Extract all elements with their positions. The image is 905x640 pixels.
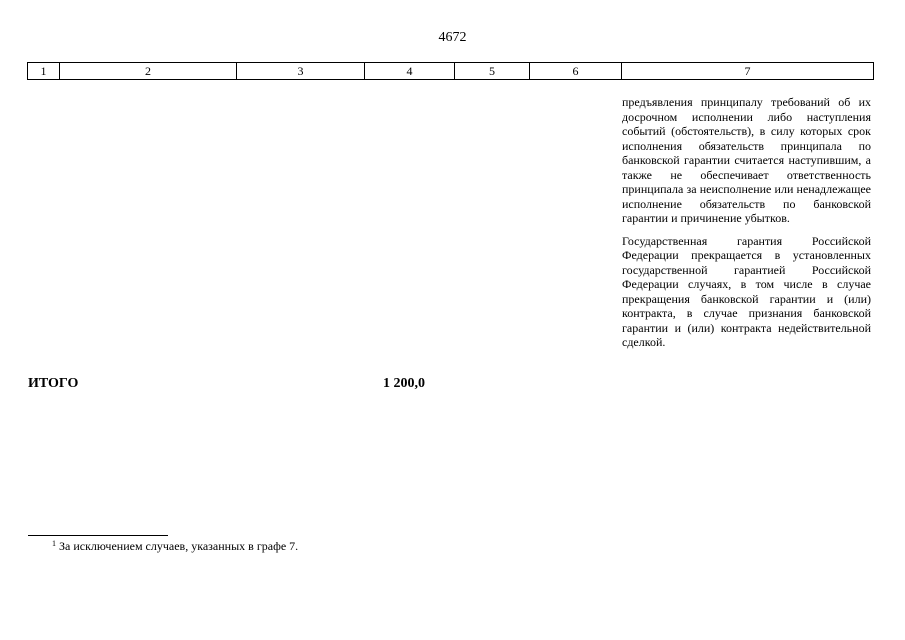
total-label: ИТОГО [28,376,79,391]
conditions-paragraph: предъявления принципалу требований об их досрочном исполнении либо наступления событий (обстоятельств), в силу которых срок исполнения обязательств принципала по банковской гарантии считается наступившим, а также не обеспечивает ответственность принципала за неисполнение или ненадлежащее исполнение обязательств по банковской гарантии и причинение убытков. [622,95,871,225]
column-header-7: 7 [622,63,874,80]
column-header-2: 2 [60,63,237,80]
column-header-3: 3 [237,63,365,80]
column-header-4: 4 [365,63,455,80]
column-header-table [27,62,874,80]
footnote-text: За исключением случаев, указанных в графе 7. [59,539,299,553]
column-header-row [28,63,874,80]
column-header-6: 6 [530,63,622,80]
footnote-marker: 1 [52,539,56,548]
column-header-1: 1 [28,63,60,80]
conditions-paragraph: Государственная гарантия Российской Федерации прекращается в установленных государственной гарантией Российской Федерации случаях, в том числе в случае прекращения банковской гарантии и (или) контракта, в случае признания банковской гарантии и (или) контракта недействительной сделкой. [622,233,871,349]
footnote [52,539,298,554]
page-number: 4672 [438,30,467,45]
footnote-divider [28,535,168,536]
column-7-conditions-text [622,95,871,358]
column-header-5: 5 [455,63,530,80]
total-value: 1 200,0 [383,376,425,391]
